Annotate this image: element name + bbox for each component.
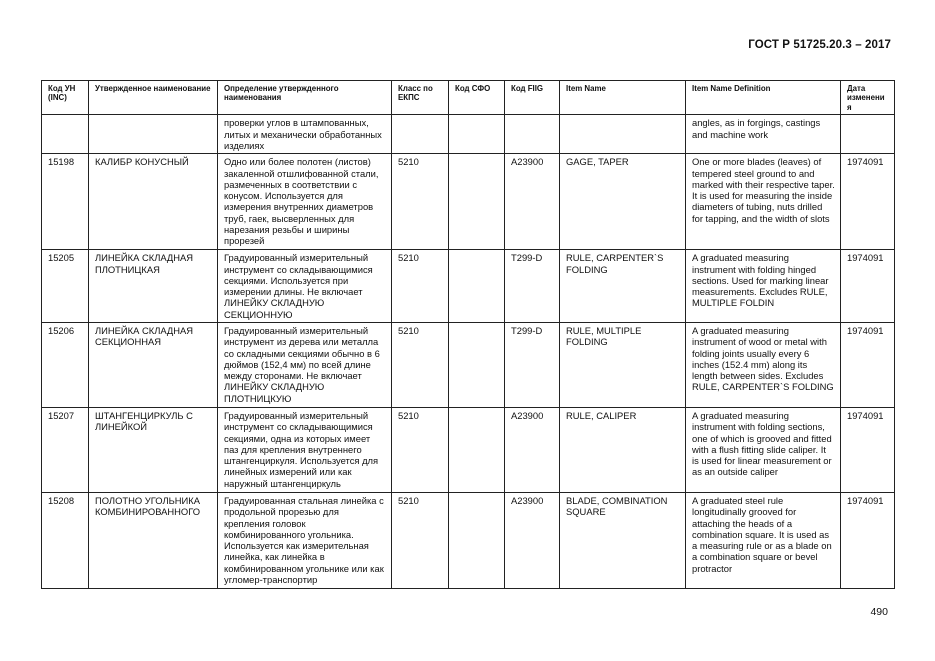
cell-class: 5210 <box>392 323 449 408</box>
cell-item-name-definition: A graduated measuring instrument with folding hinged sections. Used for marking linear measurements. Excludes RULE, MULTIPLE FOLDIN <box>686 250 841 323</box>
table-row <box>42 493 895 589</box>
cell-date: 1974091 <box>841 408 895 493</box>
table-header-row <box>42 81 895 115</box>
cell-date <box>841 115 895 154</box>
cell-definition: проверки углов в штампованных, литых и механически обработанных изделиях <box>218 115 392 154</box>
items-table <box>41 80 895 589</box>
cell-fiig: T299-D <box>505 323 560 408</box>
cell-class <box>392 115 449 154</box>
cell-sfo <box>449 493 505 589</box>
column-header-sfo: Код СФО <box>449 81 505 115</box>
cell-date: 1974091 <box>841 154 895 250</box>
cell-date: 1974091 <box>841 250 895 323</box>
cell-class: 5210 <box>392 493 449 589</box>
cell-class: 5210 <box>392 408 449 493</box>
cell-inc: 15205 <box>42 250 89 323</box>
table-row <box>42 250 895 323</box>
column-header-item-name: Item Name <box>560 81 686 115</box>
cell-definition: Одно или более полотен (листов) закаленной отшлифованной стали, размеченных в соответствии с конусом. Используется для измерения внутренних диаметров труб, гаек, высверленных для нарезания резьбы и ширины прорезей <box>218 154 392 250</box>
document-standard-number: ГОСТ Р 51725.20.3 – 2017 <box>748 39 891 51</box>
column-header-approved-name: Утвержденное наименование <box>89 81 218 115</box>
cell-inc: 15207 <box>42 408 89 493</box>
cell-item-name: RULE, MULTIPLE FOLDING <box>560 323 686 408</box>
cell-definition: Градуированная стальная линейка с продольной прорезью для крепления головок комбинированного угольника. Используется как измерительная линейка, как линейка в комбинированном угольнике или как угломер-транспортир <box>218 493 392 589</box>
cell-item-name-definition: One or more blades (leaves) of tempered steel ground to and marked with their respective taper. It is used for measuring the inside diameters of tubing, nuts drilled for tapping, and the width of slots <box>686 154 841 250</box>
cell-item-name-definition: A graduated measuring instrument with folding sections, one of which is grooved and fitted with a flush fitting slide caliper. It is used for linear measurement or as an outside caliper <box>686 408 841 493</box>
page-number: 490 <box>870 606 888 618</box>
column-header-fiig: Код FIIG <box>505 81 560 115</box>
cell-approved-name: ШТАНГЕНЦИРКУЛЬ С ЛИНЕЙКОЙ <box>89 408 218 493</box>
cell-fiig: T299-D <box>505 250 560 323</box>
cell-approved-name: ПОЛОТНО УГОЛЬНИКА КОМБИНИРОВАННОГО <box>89 493 218 589</box>
cell-inc <box>42 115 89 154</box>
cell-class: 5210 <box>392 154 449 250</box>
cell-item-name <box>560 115 686 154</box>
cell-date: 1974091 <box>841 493 895 589</box>
cell-item-name: RULE, CARPENTER`S FOLDING <box>560 250 686 323</box>
cell-item-name-definition: A graduated steel rule longitudinally grooved for attaching the heads of a combination square. It is used as a measuring rule or as a blade on a combination square or bevel protractor <box>686 493 841 589</box>
cell-fiig <box>505 115 560 154</box>
cell-sfo <box>449 154 505 250</box>
cell-item-name-definition: angles, as in forgings, castings and machine work <box>686 115 841 154</box>
cell-approved-name: ЛИНЕЙКА СКЛАДНАЯ ПЛОТНИЦКАЯ <box>89 250 218 323</box>
cell-sfo <box>449 408 505 493</box>
cell-sfo <box>449 250 505 323</box>
cell-item-name: GAGE, TAPER <box>560 154 686 250</box>
cell-fiig: A23900 <box>505 408 560 493</box>
cell-definition: Градуированный измерительный инструмент со складывающимися секциями, одна из которых имеет паз для крепления внутреннего штангенциркуля. Используется для линейных измерений или как наружный штангенциркуль <box>218 408 392 493</box>
table-row-continued <box>42 115 895 154</box>
column-header-definition: Определение утвержденного наименования <box>218 81 392 115</box>
cell-item-name: BLADE, COMBINATION SQUARE <box>560 493 686 589</box>
cell-inc: 15206 <box>42 323 89 408</box>
table-row <box>42 323 895 408</box>
cell-approved-name: ЛИНЕЙКА СКЛАДНАЯ СЕКЦИОННАЯ <box>89 323 218 408</box>
cell-approved-name <box>89 115 218 154</box>
cell-inc: 15208 <box>42 493 89 589</box>
table-row <box>42 408 895 493</box>
cell-item-name: RULE, CALIPER <box>560 408 686 493</box>
cell-approved-name: КАЛИБР КОНУСНЫЙ <box>89 154 218 250</box>
column-header-class: Класс по ЕКПС <box>392 81 449 115</box>
column-header-date: Дата изменения <box>841 81 895 115</box>
column-header-item-name-definition: Item Name Definition <box>686 81 841 115</box>
cell-date: 1974091 <box>841 323 895 408</box>
cell-fiig: A23900 <box>505 154 560 250</box>
cell-definition: Градуированный измерительный инструмент со складывающимися секциями. Используется при измерении длины. Не включает ЛИНЕЙКУ СКЛАДНУЮ СЕКЦИОННУЮ <box>218 250 392 323</box>
cell-definition: Градуированный измерительный инструмент из дерева или металла со складными секциями обычно в 6 дюймов (152,4 мм) по всей длине между сторонами. Не включает ЛИНЕЙКУ СКЛАДНУЮ ПЛОТНИЦКУЮ <box>218 323 392 408</box>
cell-fiig: A23900 <box>505 493 560 589</box>
column-header-inc: Код УН (INC) <box>42 81 89 115</box>
table-row <box>42 154 895 250</box>
cell-inc: 15198 <box>42 154 89 250</box>
cell-class: 5210 <box>392 250 449 323</box>
cell-sfo <box>449 323 505 408</box>
cell-item-name-definition: A graduated measuring instrument of wood or metal with folding joints usually every 6 inches (152.4 mm) along its length between sides. Excludes RULE, CARPENTER`S FOLDING <box>686 323 841 408</box>
cell-sfo <box>449 115 505 154</box>
